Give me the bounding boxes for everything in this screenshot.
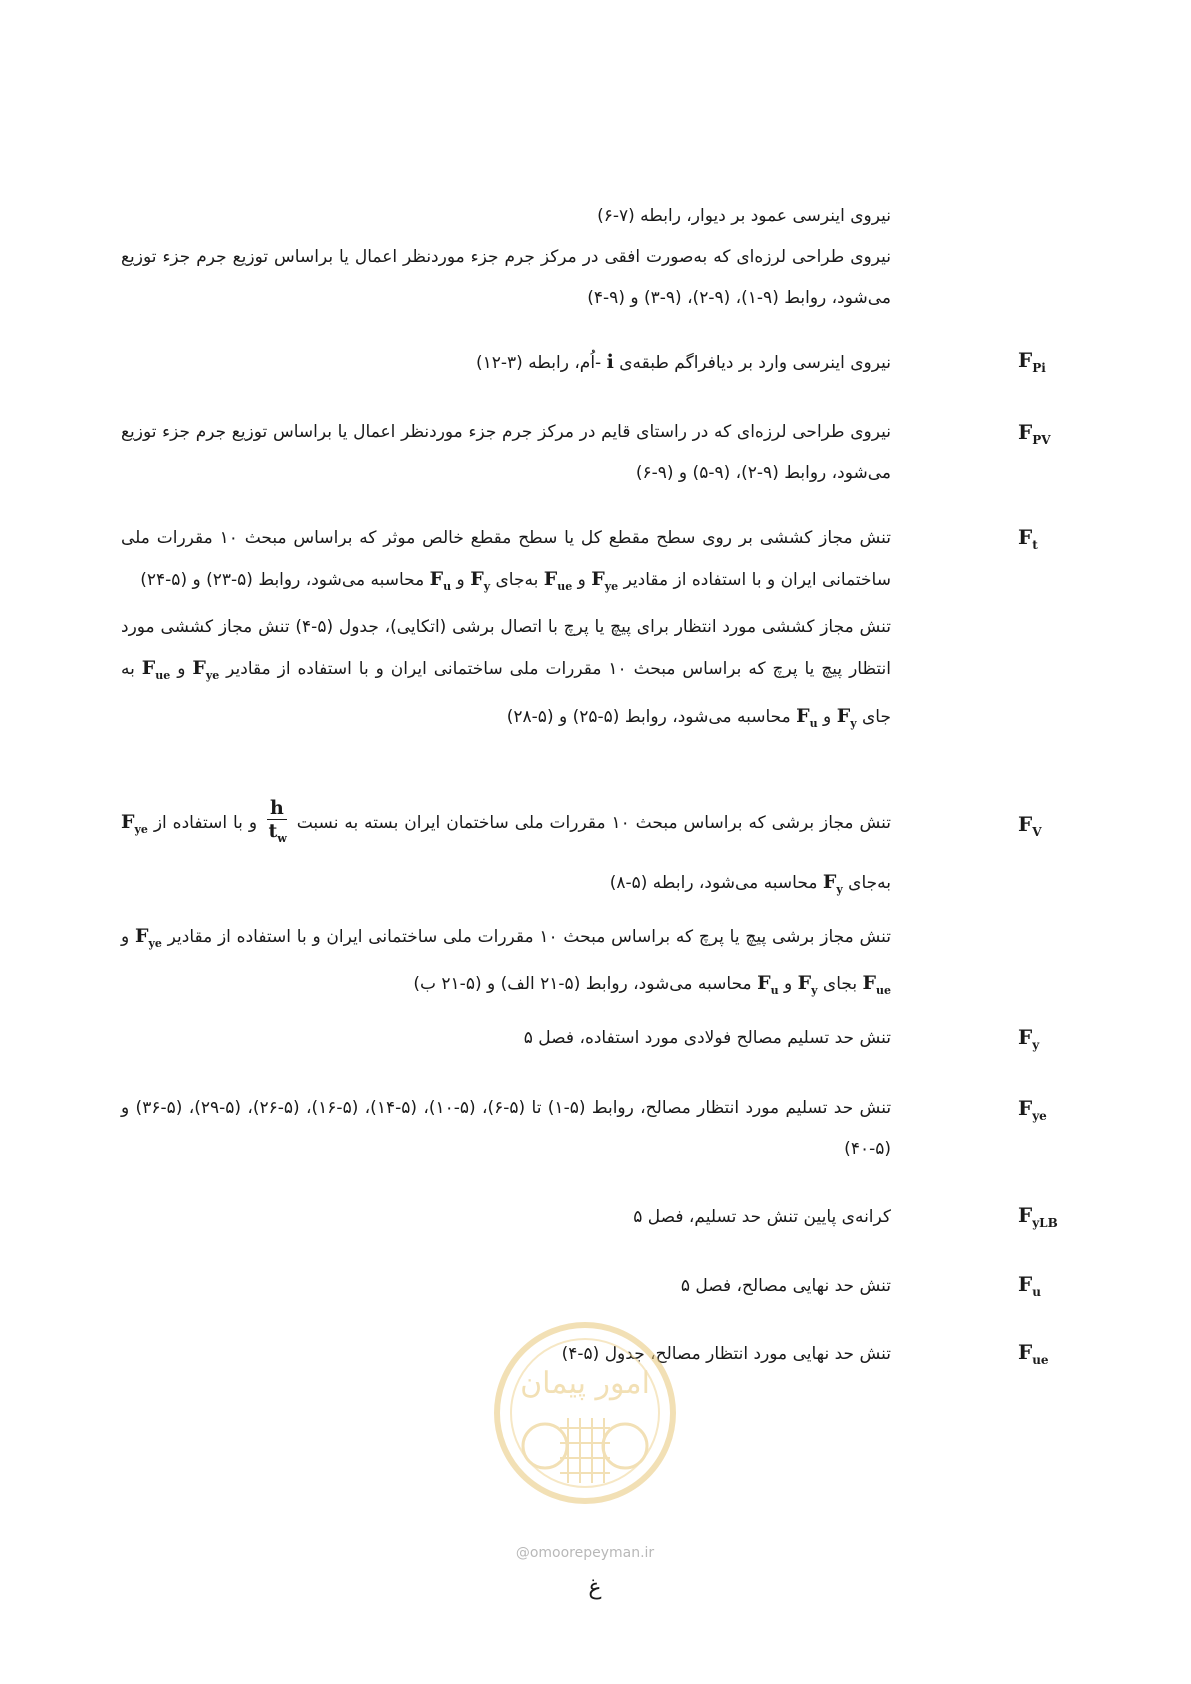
watermark-logo-icon xyxy=(490,1318,680,1508)
entry-text-line: نیروی اینرسی عمود بر دیوار، رابطه (۷-۶) xyxy=(597,206,891,226)
var-F-ye: $F_{ye}$ xyxy=(192,656,220,682)
var-F-y: $F_y$ xyxy=(797,972,818,998)
symbol-F-V: $F_V$ xyxy=(1018,812,1042,839)
var-F-y: $F_y$ xyxy=(470,568,491,593)
watermark-site: @omoorepeyman.ir xyxy=(515,1545,655,1561)
definition-F-u: تنش حد نهایی مصالح، فصل ۵ xyxy=(680,1276,891,1296)
paragraph: تنش مجاز برشی که براساس مبحث ۱۰ مقررات ملی ساختمان ایران بسته به نسبت $\frac{h}{t_w}$ و با استفاده از $F_{ye}$ به‌جای $F_y$ محاسبه می‌شود، رابطه (۵-۸) xyxy=(121,796,891,896)
symbol-F-yLB: $F_{yLB}$ xyxy=(1018,1203,1058,1230)
definition-F-V xyxy=(121,796,891,1011)
paragraph: تنش مجاز کششی مورد انتظار برای پیچ یا پرچ با اتصال برشی (اتکایی)، جدول (۵-۴) تنش مجاز کششی مورد انتظار پیچ یا پرچ که براساس مبحث ۱۰ مقررات ملی ساختمانی ایران و با استفاده از مقادیر $F_{ye}$ و $F_{ue}$ به جای $F_y$ و $F_u$ محاسبه می‌شود، روابط (۵-۲۵) و (۵-۲۸) xyxy=(121,616,892,730)
symbol-F-PV: $F_{PV}$ xyxy=(1018,420,1051,447)
symbol-F-ye: $F_{ye}$ xyxy=(1018,1096,1047,1123)
definition-F-yLB: کرانه‌ی پایین تنش حد تسلیم، فصل ۵ xyxy=(633,1207,891,1227)
var-F-y: $F_y$ xyxy=(822,870,843,896)
definition-F-t xyxy=(121,518,891,743)
symbol-F-t: $F_t$ xyxy=(1018,525,1038,552)
var-F-ye: $F_{ye}$ xyxy=(134,924,162,950)
definition-F-ue: تنش حد نهایی مورد انتظار مصالح، جدول (۵-۴) xyxy=(561,1344,891,1364)
var-F-u: $F_u$ xyxy=(757,972,779,998)
definition-F-Pi: نیروی اینرسی وارد بر دیافراگم طبقه‌ی i -اُم، رابطه (۳-۱۲) xyxy=(475,351,891,373)
ratio-h-tw: $\frac{h}{t_w}$ xyxy=(268,796,287,845)
definition-F-ye: تنش حد تسلیم مورد انتظار مصالح، روابط (۵-۱) تا (۵-۶)، (۵-۱۰)، (۵-۱۴)، (۵-۱۶)، (۵-۲۶)، (۵-۲۹)، (۵-۳۶) و (۵-۴۰) xyxy=(121,1098,892,1159)
symbol-F-Pi: $F_{Pi}$ xyxy=(1018,348,1046,375)
page-number: غ xyxy=(588,1575,602,1600)
symbol-F-ue: $F_{ue}$ xyxy=(1018,1340,1049,1367)
symbol-F-y: $F_y$ xyxy=(1018,1025,1040,1052)
var-F-u: $F_u$ xyxy=(796,704,818,730)
var-F-ue: $F_{ue}$ xyxy=(141,656,171,682)
definition-F-PV: نیروی طراحی لرزه‌ای که در راستای قایم در مرکز جرم جزء موردنظر اعمال یا براساس توزیع جرم جزء توزیع می‌شود، روابط (۹-۲)، (۹-۵) و (۹-۶) xyxy=(121,422,891,483)
entry-inertia-wall xyxy=(121,196,891,319)
var-F-ye: $F_{ye}$ xyxy=(121,811,148,836)
var-F-y: $F_y$ xyxy=(836,704,857,730)
entry-text-line: نیروی طراحی لرزه‌ای که به‌صورت افقی در مرکز جرم جزء موردنظر اعمال یا براساس توزیع جرم جزء توزیع می‌شود، روابط (۹-۱)، (۹-۲)، (۹-۳) و (۹-۴) xyxy=(121,247,891,308)
var-F-ye: $F_{ye}$ xyxy=(591,568,619,593)
svg-text:امور پیمان: امور پیمان xyxy=(520,1366,650,1401)
var-F-ue: $F_{ue}$ xyxy=(862,972,891,998)
var-F-u: $F_u$ xyxy=(429,568,452,593)
paragraph: تنش مجاز برشی پیچ یا پرچ که براساس مبحث ۱۰ مقررات ملی ساختمانی ایران و با استفاده از مقادیر $F_{ye}$ و $F_{ue}$ بجای $F_y$ و $F_u$ محاسبه می‌شود، روابط (۵-۲۱ الف) و (۵-۲۱ ب) xyxy=(121,924,891,998)
variable-i: i xyxy=(606,351,614,373)
paragraph: تنش مجاز کششی بر روی سطح مقطع کل یا سطح مقطع خالص موثر که براساس مبحث ۱۰ مقررات ملی ساختمانی ایران و با استفاده از مقادیر $F_{ye}$ و $F_{ue}$ به‌جای $F_y$ و $F_u$ محاسبه می‌شود، روابط (۵-۲۳) و (۵-۲۴) xyxy=(121,528,892,593)
symbol-F-u: $F_u$ xyxy=(1018,1272,1041,1299)
definition-F-y: تنش حد تسلیم مصالح فولادی مورد استفاده، فصل ۵ xyxy=(523,1028,891,1048)
var-F-ue: $F_{ue}$ xyxy=(543,568,573,593)
